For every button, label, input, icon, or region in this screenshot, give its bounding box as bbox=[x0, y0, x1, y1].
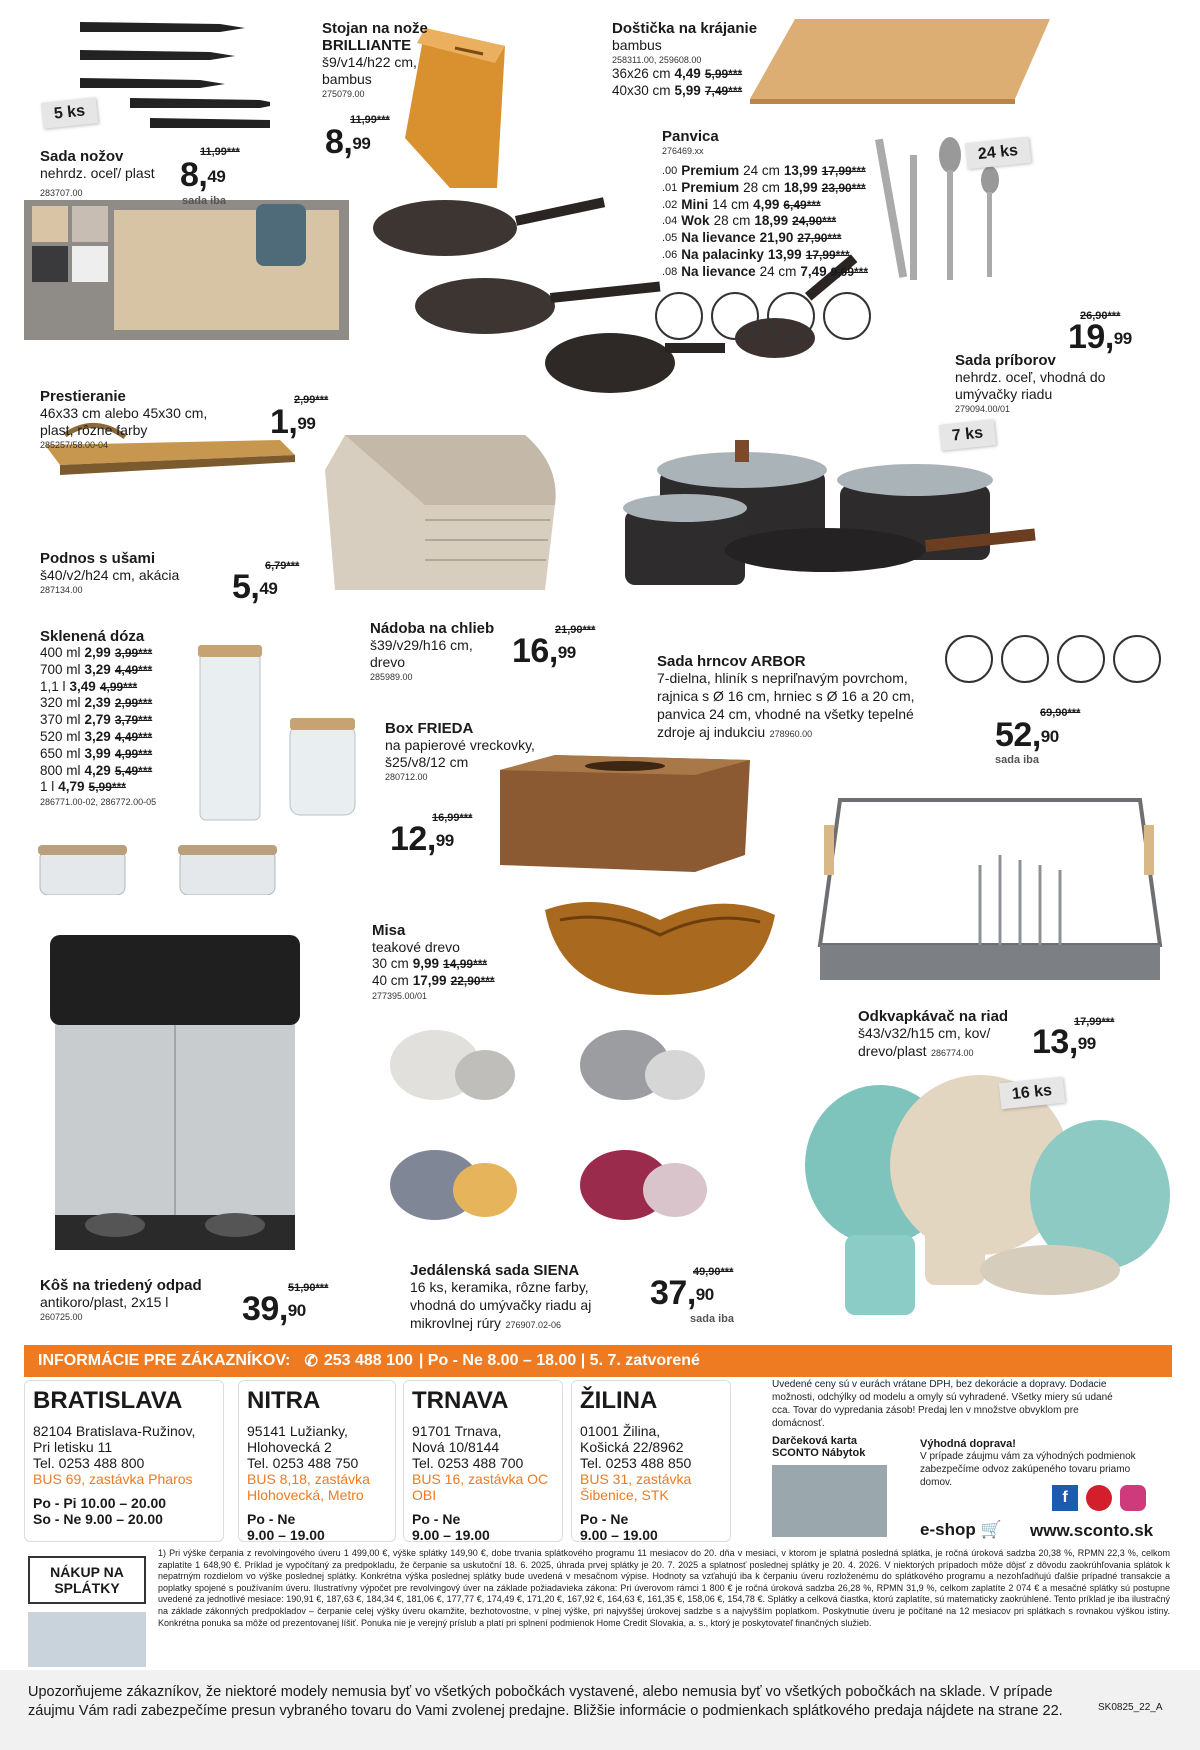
price-row bbox=[40, 679, 156, 696]
product-desc: 46x33 cm alebo 45x30 cm, plast, rôzne farby bbox=[40, 405, 208, 438]
variant-old-price: 4,49*** bbox=[114, 662, 153, 677]
product-code: 285989.00 bbox=[370, 672, 413, 682]
old-price: 49,90*** bbox=[693, 1266, 734, 1278]
product-name: Sada hrncov ARBOR bbox=[657, 653, 806, 670]
heat-source-icons bbox=[945, 635, 1161, 683]
pieces-badge: 7 ks bbox=[939, 419, 997, 451]
product-desc: š43/v32/h15 cm, kov/ drevo/plast bbox=[858, 1025, 991, 1059]
product-name: Sada nožov bbox=[40, 148, 124, 165]
product-desc: š9/v14/h22 cm, bambus bbox=[322, 54, 417, 87]
gas-icon bbox=[711, 292, 759, 340]
old-price: 51,90*** bbox=[288, 1282, 329, 1294]
product-desc: na papierové vreckovky, š25/v8/12 cm bbox=[385, 737, 535, 770]
variant-size: 28 cm bbox=[713, 213, 751, 229]
store-hours-line: 9.00 – 19.00 bbox=[412, 1527, 490, 1543]
product-name: Panvica bbox=[662, 128, 719, 145]
product-name: Stojan na nože BRILLIANTE bbox=[322, 20, 428, 54]
variant-old-price: 17,99*** bbox=[821, 164, 866, 178]
price-row bbox=[40, 746, 156, 763]
store-address-line: 95141 Lužianky, bbox=[247, 1423, 348, 1439]
price: 39,90 bbox=[242, 1290, 306, 1328]
price-row bbox=[40, 763, 156, 780]
store-card bbox=[403, 1380, 563, 1542]
product-code: 286771.00-02, 286772.00-05 bbox=[40, 797, 157, 808]
product-name: Prestieranie bbox=[40, 388, 126, 405]
cutlery-info bbox=[955, 352, 1115, 415]
variant-old-price: 9,99*** bbox=[830, 264, 869, 279]
heat-source-icons bbox=[655, 292, 871, 340]
product-name: Nádoba na chlieb bbox=[370, 620, 495, 637]
pieces-badge: 16 ks bbox=[999, 1077, 1065, 1110]
dinner-set-siena-image bbox=[800, 1075, 1175, 1320]
cutting-board-image bbox=[745, 14, 1055, 104]
product-desc: š40/v2/h24 cm, akácia bbox=[40, 567, 180, 583]
store-hours-line: Po - Ne bbox=[580, 1511, 629, 1527]
price-row bbox=[612, 66, 757, 83]
variant-label: 400 ml bbox=[40, 645, 81, 660]
product-code: 276469.xx bbox=[662, 146, 704, 156]
old-price: 11,99*** bbox=[200, 146, 240, 158]
variant-price: 4,99 bbox=[753, 196, 780, 212]
price-row bbox=[662, 247, 868, 264]
variant-price: 2,39 bbox=[84, 695, 111, 711]
store-address-line: Tel. 0253 488 700 bbox=[412, 1455, 524, 1471]
teak-bowl-info bbox=[372, 922, 495, 1002]
pot-set-info bbox=[657, 653, 942, 742]
variant-price: 18,99 bbox=[783, 179, 818, 195]
store-address-line: 91701 Trnava, bbox=[412, 1423, 502, 1439]
knife-set-image bbox=[70, 14, 270, 134]
variant-price: 3,49 bbox=[69, 678, 96, 694]
variant-label: 320 ml bbox=[40, 695, 81, 711]
store-card bbox=[571, 1380, 731, 1542]
pieces-badge: 5 ks bbox=[41, 97, 99, 129]
variant-price: 4,49 bbox=[674, 66, 701, 81]
variant-index: .02 bbox=[662, 198, 678, 211]
price: 16,99 bbox=[512, 632, 576, 670]
knife-set-info bbox=[40, 148, 160, 201]
dish-rack-info bbox=[858, 1008, 1028, 1061]
product-code: 258311.00, 259608.00 bbox=[612, 55, 702, 65]
store-address-line: Tel. 0253 488 800 bbox=[33, 1455, 145, 1471]
variant-size: 24 cm bbox=[743, 163, 780, 178]
induction-icon bbox=[1113, 635, 1161, 683]
variant-label: Wok bbox=[681, 213, 710, 229]
price-row bbox=[40, 779, 156, 796]
store-address-line: Nová 10/8144 bbox=[412, 1439, 500, 1455]
info-label: INFORMÁCIE PRE ZÁKAZNÍKOV: bbox=[38, 1352, 291, 1369]
price-disclaimer: Uvedené ceny sú v eurách vrátane DPH, bez dekorácie a dopravy. Dodacie možnosti, odchýlky od modelu a omyly sú vyhradené. Všetky miery sú udané cca. Tovar do vypredania zásob! Predaj len v množstve obvyklom pre domácnosť. bbox=[772, 1379, 1113, 1429]
store-address-line: Pri letisku 11 bbox=[33, 1439, 113, 1455]
variant-old-price: 14,99*** bbox=[443, 957, 488, 971]
variant-label: 40x30 cm bbox=[612, 82, 671, 98]
store-hours bbox=[412, 1511, 554, 1543]
variant-label: 520 ml bbox=[40, 728, 81, 744]
tissue-box-info bbox=[385, 720, 565, 783]
product-name: Podnos s ušami bbox=[40, 550, 156, 567]
product-code: 285257/58.00-04 bbox=[40, 440, 109, 450]
product-code: 278960.00 bbox=[769, 729, 813, 739]
breadbox-image bbox=[315, 425, 565, 595]
variant-old-price: 22,90*** bbox=[450, 973, 495, 988]
variant-old-price: 5,99*** bbox=[88, 780, 126, 795]
store-city: TRNAVA bbox=[412, 1387, 509, 1414]
set-note: sada iba bbox=[995, 754, 1040, 766]
variant-index: .04 bbox=[662, 215, 678, 228]
variant-index: .06 bbox=[662, 248, 678, 261]
opening-hours: | Po - Ne 8.00 – 18.00 | 5. 7. zatvorené bbox=[418, 1352, 700, 1369]
set-note: sada iba bbox=[182, 195, 227, 207]
store-hours-line: Po - Pi 10.00 – 20.00 bbox=[33, 1495, 167, 1511]
store-hours-line: 9.00 – 19.00 bbox=[580, 1527, 658, 1543]
cart-icon: 🛒 bbox=[980, 1520, 1002, 1539]
product-desc: teakové drevo bbox=[372, 939, 460, 955]
website-link[interactable]: www.sconto.sk bbox=[1030, 1521, 1154, 1540]
cutting-board-info bbox=[612, 20, 757, 100]
price: 19,99 bbox=[1068, 318, 1132, 356]
variant-price: 3,29 bbox=[84, 661, 111, 677]
variant-price: 18,99 bbox=[754, 213, 789, 229]
price-row bbox=[662, 264, 868, 281]
product-code: 275079.00 bbox=[322, 89, 365, 99]
product-desc: bambus bbox=[612, 37, 662, 53]
store-hours-line: Po - Ne bbox=[412, 1511, 461, 1527]
dinner-set-info bbox=[410, 1262, 625, 1333]
variant-price: 2,79 bbox=[84, 712, 111, 728]
variant-old-price: 4,49*** bbox=[114, 729, 153, 744]
variant-price: 3,99 bbox=[84, 745, 111, 761]
store-hours bbox=[247, 1511, 387, 1543]
variant-old-price: 2,99*** bbox=[114, 696, 153, 711]
ceramic-icon bbox=[767, 292, 815, 340]
phone-icon: ✆ bbox=[304, 1353, 318, 1370]
variant-label: 700 ml bbox=[40, 661, 81, 677]
electric-icon bbox=[655, 292, 703, 340]
electric-icon bbox=[945, 635, 993, 683]
delivery-info bbox=[920, 1438, 1160, 1489]
pot-set-image bbox=[585, 430, 1065, 640]
price: 52,90 bbox=[995, 716, 1059, 754]
variant-price: 3,29 bbox=[84, 728, 111, 744]
old-price: 16,99*** bbox=[432, 812, 473, 824]
variant-price: 5,99 bbox=[674, 82, 701, 98]
product-name: Sada príborov bbox=[955, 352, 1056, 369]
price-row bbox=[40, 645, 156, 662]
product-desc: 7-dielna, hliník s nepriľnavým povrchom, rajnica s Ø 16 cm, hrniec s Ø 16 a 20 cm, panvica 24 cm, vhodné na všetky tepelné zdroje aj indukciu bbox=[657, 670, 915, 740]
gift-card-label: Darčeková karta SCONTO Nábytok bbox=[772, 1435, 866, 1459]
price: 8,99 bbox=[325, 123, 371, 161]
price-row bbox=[662, 180, 868, 197]
page-code: SK0825_22_A bbox=[1098, 1702, 1163, 1713]
variant-old-price: 4,99*** bbox=[99, 679, 138, 694]
variant-price: 4,79 bbox=[58, 779, 85, 795]
installment-terms: 1) Pri výške čerpania z revolvingového úveru 1 499,00 €, výške splátky 149,90 €, dobe trvania splátkového programu 11 mesiacov do 20. dňa v mesiaci, v ktorom je splatná posledná splátka, je ročná úroková sadzba 20,38 %, RPMN 22,3 %, celkom zaplatíte 1 648,90 €. Príklad je vypočítaný za predpokladu, že čerpanie sa uskutoční 18. 6. 2025, úhrada prvej splátky je 20. 7. 2025 a splatnosť poslednej splátky je 20. 4. 2026. V niektorých prípadoch môže dôjsť z dôvodu zaokrúhľovania splátok k nepatrným rozdielom vo výške poslednej splátky. Konkrétna výška poslednej splátky bude uvedená v mesačnom výpise. Hodnoty sa vzťahujú iba k čerpaniu úveru rozloženému do splátkového programu a nezohľadňujú ďalšie prípadné transakcie a poplatky spojené s používaním úveru. Ilustratívny výpočet pre revolvingový úver na základe požiadavieka zákona: Pri úverovom rámci 1 800 € je ročná úroková sadzba 26,28 %, RPMN 31,9 %, celkom zaplatíte 2 074 € a mesačné splátky sú postupne uvedené za jednotlivé mesiace: 190,91 €, 187,63 €, 184,34 €, 181,06 €, 177,77 €, 174,49 €, 171,20 €, 167,92 €, 164,63 €, 161,35 €, 158,06 €, 154,78 €. Splátky a celková čiastka, ktorú zaplatíte, sú matematicky zaokrúhlené. Tento príklad je iba ilustračný na základe zákonných predpokladov – čerpanie celej výšky úveru okamžite, bezhotovostne, v plnej výške, pri najvyššej úrokovej sadzbe s a najvyšším poplatkom. Poskytnutie úveru je počítané na 12 mesiacov pri splátkach s rovnakou výškou istiny. Konkrétna ponuka sa môže od prezentovanej líšiť. Ponuka nie je verejný príslub a platí pri splnení podmienok Home Credit Slovakia, a. s., ktorý je poskytovateľ finančných služieb. bbox=[158, 1548, 1170, 1628]
price-row bbox=[372, 973, 495, 990]
product-desc: 16 ks, keramika, rôzne farby, vhodná do umývačky riadu aj mikrovlnej rúry bbox=[410, 1279, 592, 1331]
variant-label: 370 ml bbox=[40, 712, 81, 728]
product-name: Doštička na krájanie bbox=[612, 20, 758, 37]
store-address-line: 82104 Bratislava-Ružinov, bbox=[33, 1423, 196, 1439]
teak-bowl-image bbox=[540, 890, 780, 1000]
facebook-icon[interactable]: f bbox=[1052, 1485, 1078, 1511]
waste-bin-info bbox=[40, 1277, 240, 1323]
variant-old-price: 5,99*** bbox=[704, 67, 743, 81]
variant-old-price: 17,99*** bbox=[805, 247, 850, 262]
variant-size: 28 cm bbox=[743, 179, 780, 195]
breadbox-info bbox=[370, 620, 505, 683]
price: 5,49 bbox=[232, 568, 278, 606]
variant-old-price: 23,90*** bbox=[821, 180, 866, 195]
variant-size: 24 cm bbox=[759, 263, 797, 279]
phone-number[interactable]: 253 488 100 bbox=[323, 1352, 413, 1369]
product-name: Box FRIEDA bbox=[385, 720, 474, 737]
store-bus: BUS 31, zastávka Šibenice, STK bbox=[580, 1471, 692, 1503]
old-price: 26,90*** bbox=[1080, 310, 1121, 322]
variant-old-price: 6,49*** bbox=[783, 197, 821, 212]
variant-label: Premium bbox=[681, 179, 740, 195]
variant-label: 650 ml bbox=[40, 745, 81, 761]
store-bus: BUS 8,18, zastávka Hlohovecká, Metro bbox=[247, 1471, 370, 1503]
variant-price: 9,99 bbox=[412, 956, 440, 971]
induction-icon bbox=[823, 292, 871, 340]
variant-price: 13,99 bbox=[783, 163, 818, 178]
variant-old-price: 27,90*** bbox=[797, 231, 842, 246]
product-code: 283707.00 bbox=[40, 188, 83, 198]
variant-label: 1,1 l bbox=[40, 678, 66, 694]
variant-price: 2,99 bbox=[84, 645, 111, 660]
glass-jar-info bbox=[40, 628, 156, 808]
waste-bin-image bbox=[45, 935, 305, 1260]
product-code: 277395.00/01 bbox=[372, 990, 428, 1001]
store-hours bbox=[580, 1511, 722, 1543]
store-hours bbox=[33, 1495, 215, 1527]
store-bus: BUS 16, zastávka OC OBI bbox=[412, 1471, 549, 1503]
variant-price: 17,99 bbox=[412, 972, 447, 988]
store-bus: BUS 69, zastávka Pharos bbox=[33, 1471, 193, 1487]
variant-index: .00 bbox=[662, 165, 678, 177]
social-icons bbox=[1052, 1485, 1146, 1511]
ceramic-icon bbox=[1057, 635, 1105, 683]
product-code: 280712.00 bbox=[385, 772, 428, 782]
price: 1,99 bbox=[270, 403, 316, 441]
product-name: Kôš na triedený odpad bbox=[40, 1277, 202, 1294]
store-address-line: Košická 22/8962 bbox=[580, 1439, 684, 1455]
product-name: Sklenená dóza bbox=[40, 628, 145, 645]
product-code: 287134.00 bbox=[40, 585, 83, 595]
price: 37,90 bbox=[650, 1274, 714, 1312]
pinterest-icon[interactable] bbox=[1086, 1485, 1112, 1511]
variant-index: .01 bbox=[662, 181, 678, 194]
variant-old-price: 24,90*** bbox=[792, 214, 837, 229]
variant-old-price: 5,49*** bbox=[114, 763, 153, 778]
store-city: NITRA bbox=[247, 1387, 321, 1414]
price-row bbox=[40, 729, 156, 746]
product-desc: nehrdz. oceľ, vhodná do umývačky riadu bbox=[955, 369, 1106, 402]
price-row bbox=[662, 213, 868, 230]
product-code: 260725.00 bbox=[40, 1312, 83, 1322]
variant-label: Na lievance bbox=[681, 230, 756, 246]
placemat-info bbox=[40, 388, 230, 451]
product-name: Misa bbox=[372, 922, 406, 939]
product-desc: š39/v29/h16 cm, drevo bbox=[370, 637, 473, 670]
variant-price: 4,29 bbox=[84, 762, 111, 778]
dinner-set-variants-image bbox=[355, 1025, 775, 1260]
old-price: 21,90*** bbox=[555, 624, 596, 636]
store-address-line: 01001 Žilina, bbox=[580, 1423, 661, 1439]
variant-price: 21,90 bbox=[759, 230, 794, 246]
set-note: sada iba bbox=[690, 1313, 735, 1325]
family-photo bbox=[28, 1612, 146, 1667]
store-city: ŽILINA bbox=[580, 1387, 658, 1414]
store-hours-line: Po - Ne bbox=[247, 1511, 296, 1527]
store-address-line: Tel. 0253 488 750 bbox=[247, 1455, 359, 1471]
variant-label: Na lievance bbox=[681, 263, 756, 279]
gas-icon bbox=[1001, 635, 1049, 683]
price-row bbox=[662, 163, 868, 180]
variant-size: 14 cm bbox=[712, 196, 750, 212]
knife-block-info bbox=[322, 20, 442, 100]
old-price: 2,99*** bbox=[294, 394, 329, 406]
variant-old-price: 7,49*** bbox=[704, 83, 743, 98]
store-card bbox=[24, 1380, 224, 1542]
variant-label: 800 ml bbox=[40, 762, 81, 778]
delivery-text: V prípade záujmu vám za výhodných podmienok zabezpečíme odvoz zakúpeného tovaru priamo domov. bbox=[920, 1451, 1136, 1488]
product-code: 276907.02-06 bbox=[505, 1320, 562, 1330]
product-desc: antikoro/plast, 2x15 l bbox=[40, 1294, 169, 1310]
store-hours-line: So - Ne 9.00 – 20.00 bbox=[33, 1511, 163, 1527]
variant-label: 40 cm bbox=[372, 972, 409, 988]
variant-label: 36x26 cm bbox=[612, 66, 671, 81]
gift-card-image bbox=[772, 1465, 887, 1537]
store-card bbox=[238, 1380, 396, 1542]
delivery-title: Výhodná doprava! bbox=[920, 1438, 1016, 1450]
store-city: BRATISLAVA bbox=[33, 1387, 183, 1414]
variant-label: Na palacinky bbox=[681, 246, 764, 262]
variant-price: 7,49 bbox=[800, 263, 827, 279]
variant-label: Premium bbox=[681, 163, 740, 178]
product-name: Jedálenská sada SIENA bbox=[410, 1262, 580, 1279]
store-address-line: Tel. 0253 488 850 bbox=[580, 1455, 692, 1471]
placemat-photo bbox=[24, 200, 349, 340]
variant-label: 30 cm bbox=[372, 956, 409, 971]
product-desc: nehrdz. oceľ/ plast bbox=[40, 165, 155, 181]
dish-rack-image bbox=[810, 785, 1170, 995]
availability-note: Upozorňujeme zákazníkov, že niektoré modely nemusia byť vo všetkých pobočkách vystavené, alebo nemusia byť vo všetkých pobočkách na sklade. V prípade záujmu Vám radi zabezpečíme presun vybraného tovaru do Vami zvolenej predajne. Bližšie informácie o podmienkach splátkového predaja nájdete na strane 22. bbox=[28, 1684, 1063, 1719]
variant-old-price: 3,79*** bbox=[114, 713, 153, 728]
price-row bbox=[40, 712, 156, 729]
product-name: Odkvapkávač na riad bbox=[858, 1008, 1009, 1025]
old-price: 6,79*** bbox=[265, 560, 300, 572]
product-code: 286774.00 bbox=[930, 1048, 974, 1058]
store-address-line: Hlohovecká 2 bbox=[247, 1439, 332, 1455]
pieces-badge: 24 ks bbox=[965, 137, 1031, 170]
installment-label: NÁKUP NA SPLÁTKY bbox=[28, 1556, 146, 1604]
variant-index: .05 bbox=[662, 232, 678, 245]
store-hours-line: 9.00 – 19.00 bbox=[247, 1527, 325, 1543]
variant-index: .08 bbox=[662, 265, 678, 278]
instagram-icon[interactable] bbox=[1120, 1485, 1146, 1511]
customer-info-bar bbox=[24, 1345, 1172, 1377]
price-row bbox=[40, 695, 156, 712]
old-price: 11,99*** bbox=[350, 114, 390, 126]
price-row bbox=[372, 956, 495, 973]
tray-info bbox=[40, 550, 179, 596]
product-code: 279094.00/01 bbox=[955, 404, 1011, 414]
pan-info bbox=[662, 128, 868, 281]
eshop-link[interactable]: e-shop 🛒 bbox=[920, 1520, 1002, 1539]
old-price: 17,99*** bbox=[1074, 1016, 1115, 1028]
price-row bbox=[662, 230, 868, 247]
price-row bbox=[612, 83, 757, 100]
variant-old-price: 4,99*** bbox=[114, 746, 153, 761]
variant-label: Mini bbox=[681, 196, 709, 212]
variant-old-price: 3,99*** bbox=[114, 646, 153, 660]
price: 8,49 bbox=[180, 156, 226, 194]
price: 13,99 bbox=[1032, 1023, 1096, 1061]
old-price: 69,90*** bbox=[1040, 707, 1081, 719]
variant-label: 1 l bbox=[40, 779, 55, 795]
price-row bbox=[662, 197, 868, 214]
price: 12,99 bbox=[390, 820, 454, 858]
price-row bbox=[40, 662, 156, 679]
variant-price: 13,99 bbox=[767, 246, 802, 262]
